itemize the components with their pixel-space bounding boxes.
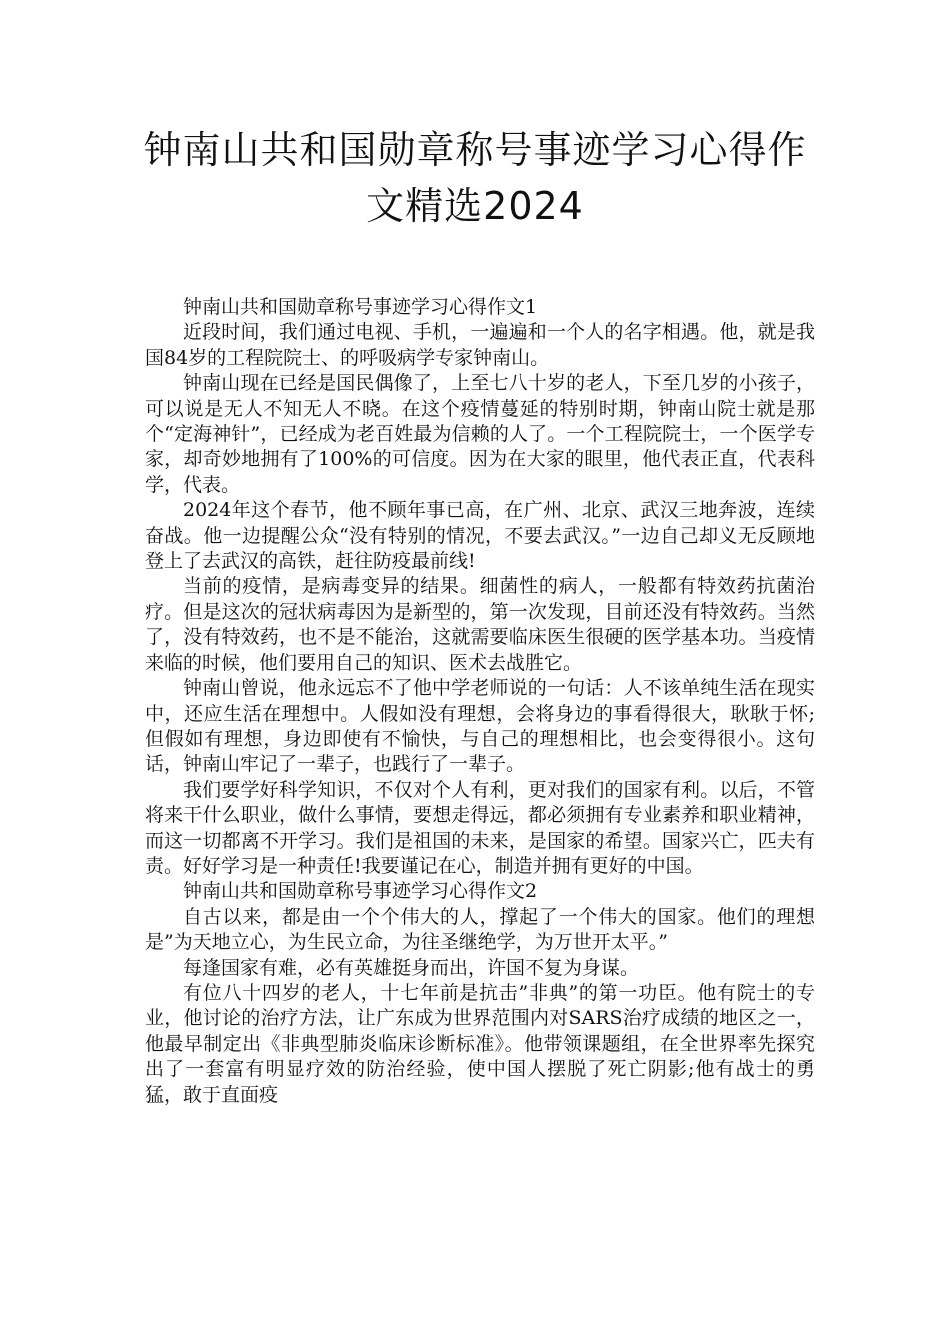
title-line-2: 文精选2024 xyxy=(366,184,584,228)
paragraph: 近段时间，我们通过电视、手机，一遍遍和一个人的名字相遇。他，就是我国84岁的工程院院士、的呼吸病学专家钟南山。 xyxy=(145,321,815,369)
paragraph: 有位八十四岁的老人，十七年前是抗击”非典”的第一功臣。他有院士的专业，他讨论的治疗方法，让广东成为世界范围内对SARS治疗成绩的地区之一，他最早制定出《非典型肺炎临床诊断标准》。他带领课题组，在全世界率先探究出了一套富有明显疗效的防治经验，使中国人摆脱了死亡阴影;他有战士的勇猛，敢于直面疫 xyxy=(145,981,815,1106)
paragraph: 自古以来，都是由一个个伟大的人，撑起了一个伟大的国家。他们的理想是”为天地立心，为生民立命，为往圣继绝学，为万世开太平。” xyxy=(145,905,815,954)
document-title xyxy=(100,122,850,234)
section-heading-1: 钟南山共和国勋章称号事迹学习心得作文1 xyxy=(183,296,538,318)
paragraph: 我们要学好科学知识，不仅对个人有利，更对我们的国家有利。以后，不管将来干什么职业，做什么事情，要想走得远，都必须拥有专业素养和职业精神，而这一切都离不开学习。我们是祖国的未来，是国家的希望。国家兴亡，匹夫有责。好好学习是一种责任!我要谨记在心，制造并拥有更好的中国。 xyxy=(145,778,815,877)
paragraph: 每逢国家有难，必有英雄挺身而出，许国不复为身谋。 xyxy=(183,956,640,979)
section-heading-2: 钟南山共和国勋章称号事迹学习心得作文2 xyxy=(183,880,538,903)
document-body xyxy=(145,295,815,1108)
paragraph: 当前的疫情，是病毒变异的结果。细菌性的病人，一般都有特效药抗菌治疗。但是这次的冠状病毒因为是新型的，第一次发现，目前还没有特效药。当然了，没有特效药，也不是不能治，这就需要临床医生很硬的医学基本功。当疫情来临的时候，他们要用自己的知识、医术去战胜它。 xyxy=(145,575,815,674)
paragraph: 钟南山现在已经是国民偶像了，上至七八十岁的老人，下至几岁的小孩子，可以说是无人不知无人不晓。在这个疫情蔓延的特别时期，钟南山院士就是那个“定海神针”，已经成为老百姓最为信赖的人了。一个工程院院士，一个医学专家，却奇妙地拥有了100%的可信度。因为在大家的眼里，他代表正直，代表科学，代表。 xyxy=(145,372,815,496)
title-line-1: 钟南山共和国勋章称号事迹学习心得作 xyxy=(143,128,807,172)
paragraph: 2024年这个春节，他不顾年事已高，在广州、北京、武汉三地奔波，连续奋战。他一边提醒公众“没有特别的情况，不要去武汉。”一边自己却义无反顾地登上了去武汉的高铁，赶往防疫最前线! xyxy=(145,499,815,573)
paragraph: 钟南山曾说，他永远忘不了他中学老师说的一句话：人不该单纯生活在现实中，还应生活在理想中。人假如没有理想，会将身边的事看得很大，耿耿于怀;但假如有理想，身边即使有不愉快，与自己的理想相比，也会变得很小。这句话，钟南山牢记了一辈子，也践行了一辈子。 xyxy=(145,677,815,776)
